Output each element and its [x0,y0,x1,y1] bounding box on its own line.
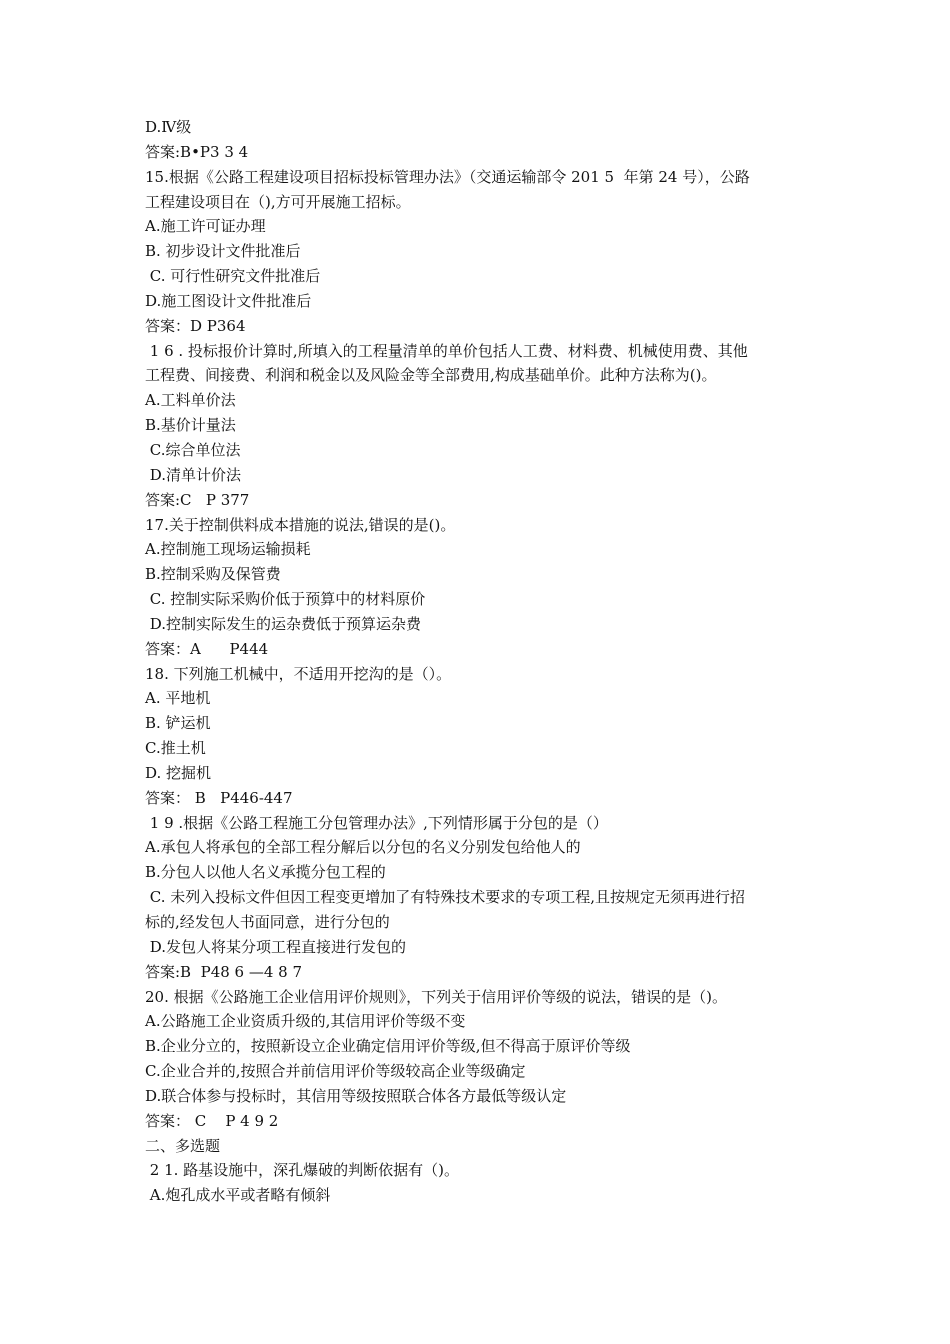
option-b-line: B. 初步设计文件批准后 [145,242,301,261]
question-15-continuation: 工程建设项目在（),方可开展施工招标。 [145,192,411,211]
document-body [145,115,845,1208]
option-b-line: B. 铲运机 [145,714,211,733]
question-21-line: 2 1. 路基设施中，深孔爆破的判断依据有（)。 [145,1161,460,1180]
option-b-line: B.基价计量法 [145,416,236,435]
option-a-line: A.公路施工企业资质升级的,其信用评价等级不变 [145,1012,466,1031]
option-c-line: C. 可行性研究文件批准后 [145,267,321,286]
answer-line: 答案： B P446-447 [145,788,293,807]
question-19-line: 1 9 .根据《公路工程施工分包管理办法》,下列情形属于分包的是（） [145,813,608,832]
option-d-line: D.联合体参与投标时，其信用等级按照联合体各方最低等级认定 [145,1086,567,1105]
option-d-line: D.控制实际发生的运杂费低于预算运杂费 [145,614,422,633]
question-15-line: 15.根据《公路工程建设项目招标投标管理办法》（交通运输部令 201 5 年第 24 号），公路 [145,167,750,186]
answer-line: 答案:C P 377 [145,490,250,509]
option-b-line: B.控制采购及保管费 [145,565,281,584]
answer-line: 答案:B•P3 3 4 [145,142,249,161]
option-d-line: D. 挖掘机 [145,763,212,782]
answer-line: 答案：A P444 [145,639,269,658]
option-a-line: A.施工许可证办理 [145,217,266,236]
option-d-line: D.发包人将某分项工程直接进行发包的 [145,937,407,956]
option-a-line: A. 平地机 [145,689,211,708]
option-c-continuation: 标的,经发包人书面同意，进行分包的 [145,913,390,931]
option-d-line: D.清单计价法 [145,465,242,484]
option-a-line: A.炮孔成水平或者略有倾斜 [145,1186,331,1205]
option-c-line: C.综合单位法 [145,440,241,459]
question-20-line: 20. 根据《公路施工企业信用评价规则》，下列关于信用评价等级的说法，错误的是（)。 [145,987,727,1006]
section-heading: 二、多选题 [145,1136,221,1155]
option-a-line: A.承包人将承包的全部工程分解后以分包的名义分别发包给他人的 [145,838,581,857]
answer-line: 答案：D P364 [145,316,246,335]
question-17-line: 17.关于控制供料成本措施的说法,错误的是()。 [145,515,456,534]
option-c-line: C.企业合并的,按照合并前信用评价等级较高企业等级确定 [145,1062,526,1081]
option-d-line: D.Ⅳ级 [145,118,192,136]
question-16-continuation: 工程费、间接费、利润和税金以及风险金等全部费用,构成基础单价。此种方法称为()。 [145,366,717,385]
option-c-line: C. 未列入投标文件但因工程变更增加了有特殊技术要求的专项工程,且按规定无须再进行招 [145,888,746,907]
option-c-line: C.推土机 [145,739,206,758]
option-d-line: D.施工图设计文件批准后 [145,291,312,310]
option-c-line: C. 控制实际采购价低于预算中的材料原价 [145,590,426,609]
question-18-line: 18. 下列施工机械中，不适用开挖沟的是（）。 [145,664,452,683]
option-b-line: B.分包人以他人名义承揽分包工程的 [145,863,386,882]
answer-line: 答案:B P48 6 —4 8 7 [145,962,303,981]
option-a-line: A.工料单价法 [145,391,236,410]
question-16-line: 1 6 . 投标报价计算时,所填入的工程量清单的单价包括人工费、材料费、机械使用费、其他 [145,341,748,360]
answer-line: 答案： C P 4 9 2 [145,1111,279,1130]
option-a-line: A.控制施工现场运输损耗 [145,540,311,559]
option-b-line: B.企业分立的，按照新设立企业确定信用评价等级,但不得高于原评价等级 [145,1037,631,1056]
